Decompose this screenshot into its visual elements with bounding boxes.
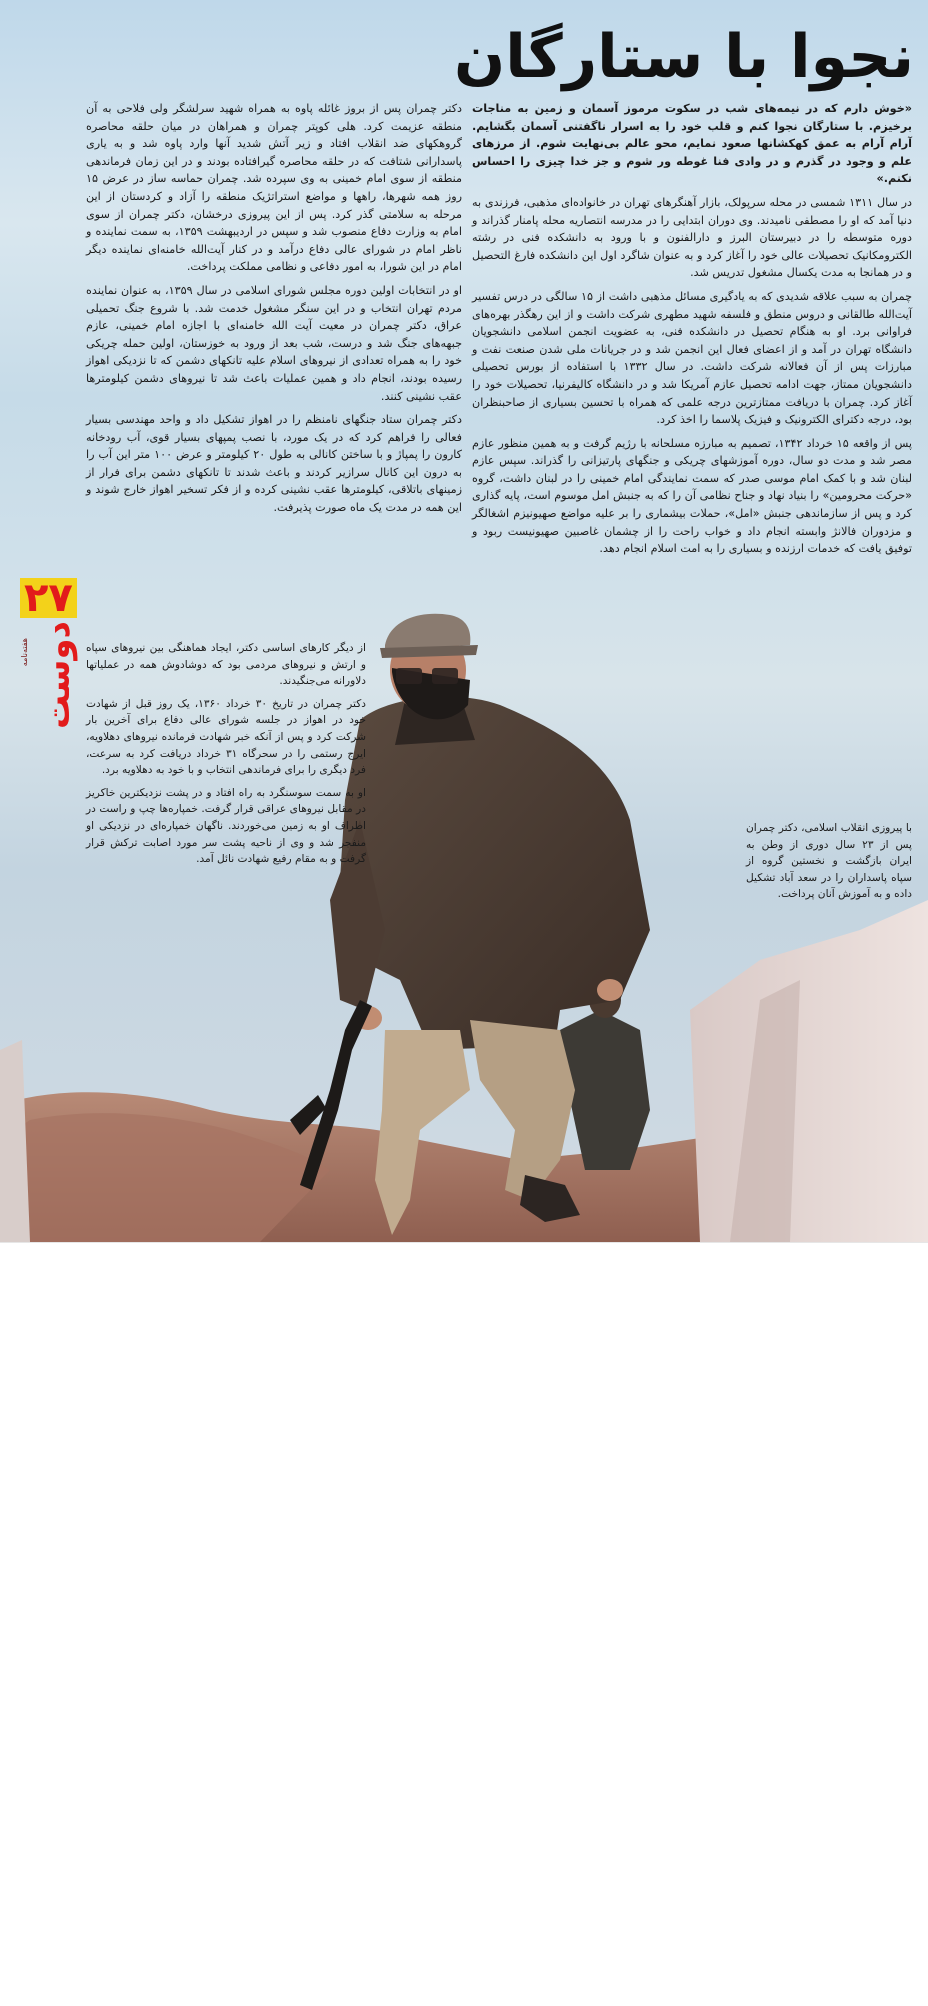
- paragraph: پس از واقعه ۱۵ خرداد ۱۳۴۲، تصمیم به مبارزه مسلحانه با رژیم گرفت و به همین منظور عازم مصر شد و مدت دو سال، دوره آموزشهای چریکی و جنگهای پارتیزانی را گذراند. سپس عازم لبنان شد و با کمک امام موسی صدر که سمت نمایندگی امام خمینی را در لبنان داشت، گروه «حرکت محرومین» را بنیاد نهاد و جناح نظامی آن را که به جنبش امل موسوم است، پایه گذاری کرد و پس از سازماندهی جنبش «امل»، حملات بیشماری را بر علیه مواضع صهیونیزم اشغالگر و مزدوران فالانژ وابسته انجام داد و خواب راحت را از چشمان غاصبین صهیونیست ربود و توفیق یافت که خدمات ارزنده و بسیاری را به امت اسلام انجام دهد.: [472, 436, 913, 556]
- page-number: ۲۷: [20, 578, 77, 618]
- paragraph: در سال ۱۳۱۱ شمسی در محله سرپولک، بازار آهنگرهای تهران در خانواده‌ای مذهبی، فرزندی به دنیا آمد که او را مصطفی نامیدند. وی دوران ابتدایی را در مدرسه انتصاریه محله پامنار گذراند و دوره متوسطه را در دبیرستان البرز و دارالفنون و با ورود به دانشکده فنی در رشته الکترومکانیک تحصیلات عالی خود را آغاز کرد و به عنوان شاگرد اول این دانشکده فارغ التحصیل و در همانجا به مدت یکسال مشغول تدریس شد.: [472, 195, 912, 280]
- right-column: [472, 100, 912, 564]
- intro-quote: «خوش دارم که در نیمه‌های شب در سکوت مرموز آسمان و زمین به مناجات برخیزم. با ستارگان نجوا کنم و قلب خود را به اسرار ناگفتنی آسمان بگشایم. آرام آرام به عمق کهکشانها صعود نمایم، محو عالم بی‌نهایت شوم. از مرزهای علم و وجود در گذرم و در وادی فنا غوطه ور شوم و جز خدا چیزی را احساس نکنم.»: [472, 102, 912, 186]
- paragraph: دکتر چمران پس از بروز غائله پاوه به همراه شهید سرلشگر ولی فلاحی به آن منطقه عزیمت کرد. هلی کوپتر چمران و همراهان در میان حلقه محاصره گروهکهای ضد انقلاب افتاد و زیر آتش شدید آنها وارد پاوه شد و به یاری پاسدارانی شتافت که در حلقه محاصره گیرافتاده بودند و در این زمان فرماندهی منطقه از سوی امام خمینی به وی سپرده شد. چمران حماسه ساز در عرض ۱۵ روز همه شهرها، راهها و مواضع استراتژیک منطقه را آزاد و کردستان از این مرحله به سلامتی گذر کرد. پس از این پیروزی درخشان، دکتر چمران از سوی امام به وزارت دفاع منصوب شد و سپس در اردیبهشت ۱۳۵۹، به سمت نماینده و ناظر امام در شورای عالی دفاع درآمد و در کنار آیت‌الله خامنه‌ای نماینده دیگر امام در این شورا، به امور دفاعی و نظامی مملکت پرداخت.: [86, 102, 462, 274]
- paragraph: او در انتخابات اولین دوره مجلس شورای اسلامی در سال ۱۳۵۹، به عنوان نماینده مردم تهران انتخاب و در این سنگر مشغول خدمت شد. با شروع جنگ تحمیلی عراق، دکتر چمران در معیت آیت الله خامنه‌ای با اجازه امام خمینی، عازم جبهه‌های جنگ شد و درست، شب بعد از ورود به خوزستان، اولین حمله چریکی خود را به همراه تعدادی از نیروهای اسلام علیه تانکهای دشمن که تا نزدیکی اهواز رسیده بودند، انجام داد و همین عملیات باعث شد تا نیروهای دشمن کیلومترها عقب نشینی کنند.: [86, 283, 462, 403]
- paragraph: دکتر چمران در تاریخ ۳۰ خرداد ۱۳۶۰، یک روز قبل از شهادت خود در اهواز در جلسه شورای عالی دفاع برای آخرین بار شرکت کرد و پس از آنکه خبر شهادت فرمانده نیروهای دهلاویه، ایرج رستمی را در سحرگاه ۳۱ خرداد دریافت کرد به سرعت، فرد دیگری را برای فرماندهی انتخاب و با خود به دهلاویه برد.: [86, 697, 366, 777]
- paragraph: دکتر چمران ستاد جنگهای نامنظم را در اهواز تشکیل داد و واحد مهندسی بسیار فعالی را فراهم کرد که در یک مورد، با نصب پمپهای بسیار قوی، آب رودخانه کارون را پمپاژ و با ساختن کانالی به طول ۲۰ کیلومتر و عرض ۱۰۰ متر این آب را به درون این کانال سرازیر کردند و باعث شدند تا تانکهای دشمن برای فرار از زمینهای باتلاقی، کیلومترها عقب نشینی کرده و از فکر تسخیر اهواز خارج شوند و این همه در مدت یک ماه صورت پذیرفت.: [86, 413, 462, 515]
- right-column-bottom: [746, 820, 912, 909]
- magazine-logo: دوست: [38, 621, 78, 730]
- middle-column: [86, 640, 366, 874]
- paragraph: او به سمت سوسنگرد به راه افتاد و در پشت نزدیکترین خاکریز در مقابل نیروهای عراقی قرار گرفت. خمپاره‌ها چپ و راست در اطراف او به زمین می‌خوردند. ناگهان خمپاره‌ای در نزدیکی او منفجر شد و وی از ناحیه پشت سر مورد اصابت ترکش قرار گرفت و به مقام رفیع شهادت نائل آمد.: [86, 786, 366, 866]
- left-column: [86, 100, 462, 523]
- paragraph: با پیروزی انقلاب اسلامی، دکتر چمران پس از ۲۳ سال دوری از وطن به ایران بازگشت و نخستین گروه از سپاه پاسداران را در سعد آباد تشکیل داده و به آموزش آنان پرداخت.: [746, 822, 913, 901]
- page-edge: [0, 1242, 928, 1243]
- magazine-tagline: هفته‌نامه: [20, 638, 29, 667]
- paragraph: از دیگر کارهای اساسی دکتر، ایجاد هماهنگی بین نیروهای سپاه و ارتش و نیروهای مردمی بود که دوشادوش همه در عملیاتها دلاورانه می‌جنگیدند.: [86, 642, 366, 688]
- article-title: نجوا با ستارگان: [454, 22, 914, 92]
- magazine-masthead: [10, 575, 78, 730]
- paragraph: چمران به سبب علاقه شدیدی که به یادگیری مسائل مذهبی داشت از ۱۵ سالگی در درس تفسیر آیت‌الله طالقانی و دروس منطق و فلسفه شهید مطهری شرکت داشت و از این رهگذر بهره‌های فراوانی برد. او به هنگام تحصیل در دانشکده فنی، به عضویت انجمن اسلامی دانشجویان دانشگاه تهران در آمد و از اعضای فعال این انجمن شد و در جریانات ملی شدن صنعت نفت و مبارزات پس از آن فعالانه شرکت داشت. در سال ۱۳۳۲ با استفاده از بورس تحصیلی دانشجویان ممتاز، جهت ادامه تحصیل عازم آمریکا شد و در دانشگاه کالیفرنیا، تحصیلات خود را آغاز کرد. چمران با دریافت ممتازترین درجه علمی که همراه با تحسین بسیاری از صاحبنظران بود، درجه دکترای الکترونیک و فیزیک پلاسما را اخذ کرد.: [472, 289, 912, 427]
